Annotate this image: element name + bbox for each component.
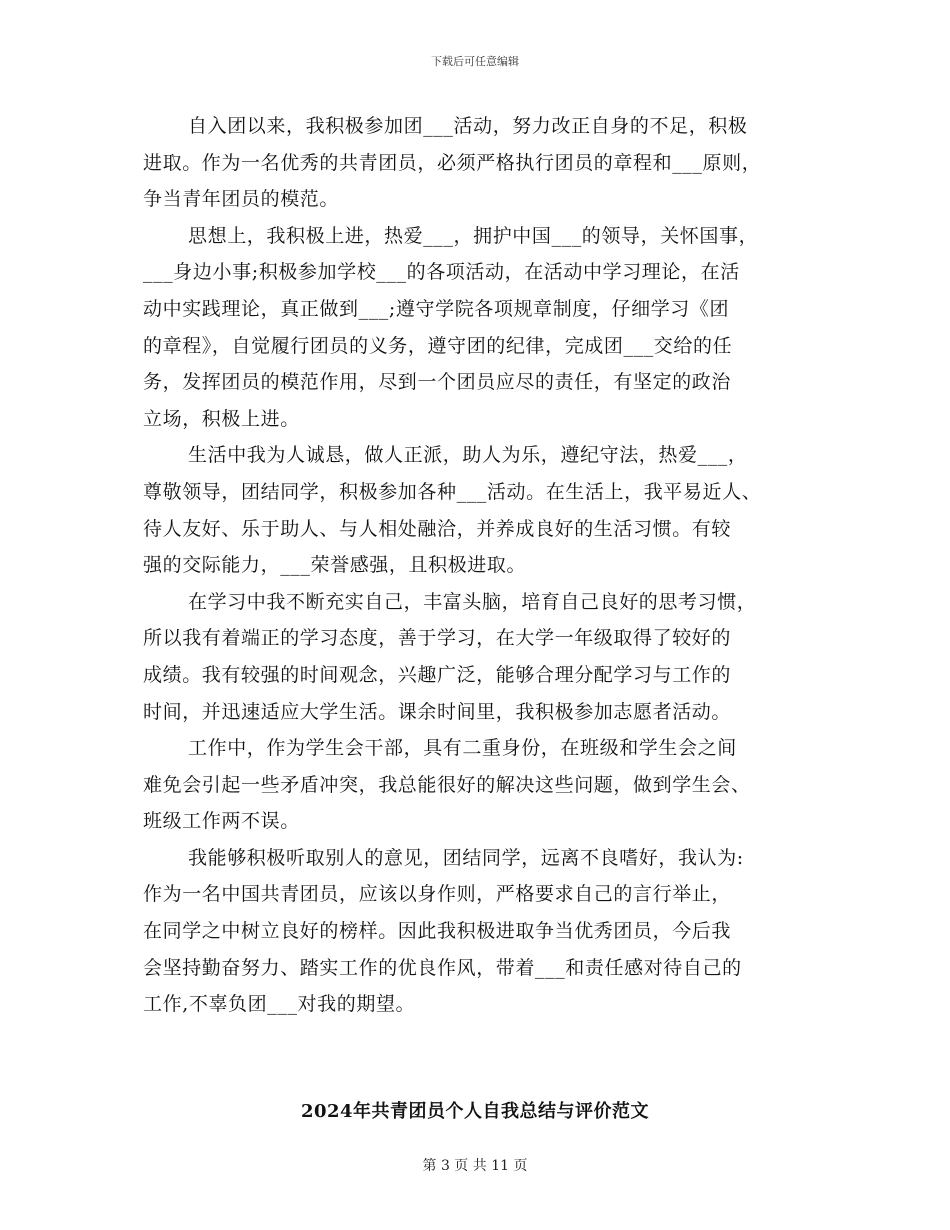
text-line: 强的交际能力，___荣誉感强，且积极进取。 — [143, 554, 527, 577]
text-line: 尊敬领导，团结同学，积极参加各种___活动。在生活上，我平易近人、 — [143, 480, 762, 503]
text-line: 在学习中我不断充实自己，丰富头脑，培育自己良好的思考习惯， — [188, 590, 757, 613]
page-header: 下载后可任意编辑 — [431, 55, 519, 68]
text-line: 进取。作为一名优秀的共青团员，必须严格执行团员的章程和___原则， — [143, 151, 762, 174]
text-line: 工作中，作为学生会干部，具有二重身份，在班级和学生会之间 — [188, 737, 737, 760]
text-line: 工作,不辜负团___对我的期望。 — [143, 993, 416, 1016]
text-line: ___身边小事;积极参加学校___的各项活动，在活动中学习理论，在活 — [143, 261, 740, 284]
text-line: 所以我有着端正的学习态度，善于学习，在大学一年级取得了较好的 — [143, 627, 732, 650]
text-line: 立场，积极上进。 — [143, 407, 300, 430]
page-footer: 第 3 页 共 11 页 — [422, 1158, 528, 1174]
text-line: 动中实践理论，真正做到___;遵守学院各项规章制度，仔细学习《团 — [143, 297, 730, 320]
text-line: 生活中我为人诚恳，做人正派，助人为乐，遵纪守法，热爱___， — [188, 444, 748, 467]
text-line: 务，发挥团员的模范作用，尽到一个团员应尽的责任，有坚定的政治 — [143, 371, 732, 394]
text-line: 的章程》，自觉履行团员的义务，遵守团的纪律，完成团___交给的任 — [143, 334, 733, 357]
text-line: 会坚持勤奋努力、踏实工作的优良作风，带着___和责任感对待自己的 — [143, 956, 742, 979]
text-line: 难免会引起一些矛盾冲突，我总能很好的解决这些问题，做到学生会、 — [143, 773, 751, 796]
text-line: 待人友好、乐于助人、与人相处融洽，并养成良好的生活习惯。有较 — [143, 517, 732, 540]
text-line: 争当青年团员的模范。 — [143, 188, 340, 211]
text-line: 作为一名中国共青团员，应该以身作则，严格要求自己的言行举止， — [143, 883, 732, 906]
text-line: 在同学之中树立良好的榜样。因此我积极进取争当优秀团员，今后我 — [143, 920, 732, 943]
text-line: 思想上，我积极上进，热爱___，拥护中国___的领导，关怀国事， — [188, 224, 759, 247]
document-title: 2024年共青团员个人自我总结与评价范文 — [300, 1101, 650, 1122]
text-line: 班级工作两不误。 — [143, 810, 300, 833]
text-line: 自入团以来，我积极参加团___活动，努力改正自身的不足，积极 — [188, 115, 748, 137]
document-body — [143, 108, 818, 1023]
text-line: 时间，并迅速适应大学生活。课余时间里，我积极参加志愿者活动。 — [143, 700, 732, 723]
text-line: 成绩。我有较强的时间观念，兴趣广泛，能够合理分配学习与工作的 — [143, 663, 732, 686]
text-line: 我能够积极听取别人的意见，团结同学，远离不良嗜好，我认为: — [188, 846, 744, 869]
